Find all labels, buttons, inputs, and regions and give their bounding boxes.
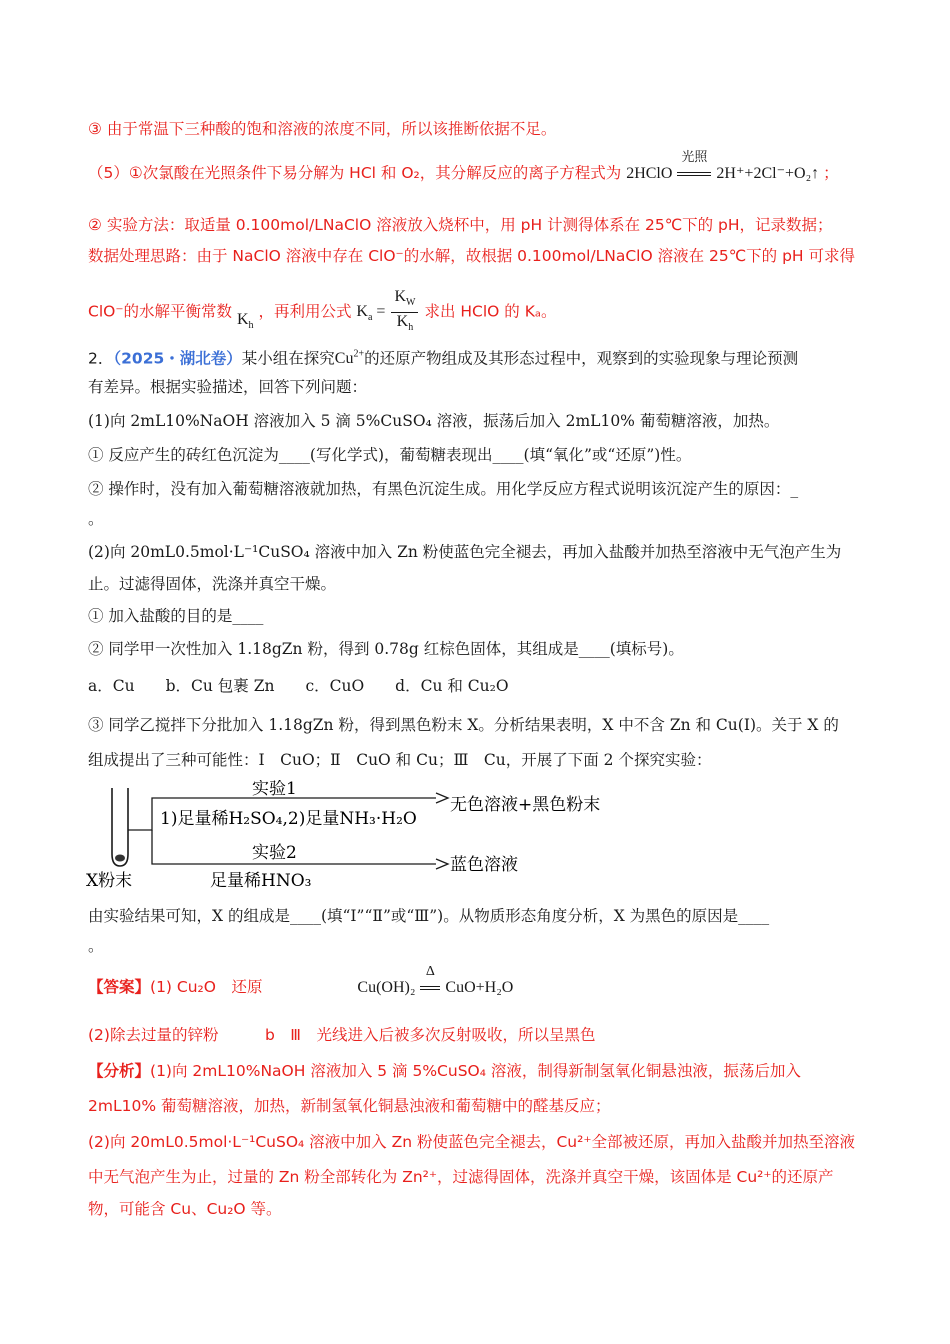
- ka-formula: $K_a$ = $\frac{K_W}{K_h}$: [356, 303, 424, 320]
- exp2-result: 蓝色溶液: [450, 855, 518, 875]
- arrow-1-icon: [436, 793, 448, 803]
- q2-part1: (1)向 2mL10%NaOH 溶液加入 5 滴 5%CuSO₄ 溶液，振荡后加入 2mL10% 葡萄糖溶液，加热。: [88, 412, 780, 430]
- q2-conclusion-end: 。: [88, 937, 104, 955]
- q2-part1-item2-end: 。: [88, 510, 104, 528]
- prev-line-5: [88, 288, 556, 345]
- exp1-reagent: 1)足量稀H₂SO₄,2)足量NH₃·H₂O: [160, 809, 417, 829]
- eq-condition: 光照: [681, 150, 708, 165]
- answer-label: 【答案】: [88, 978, 151, 996]
- prev-line-2-end: ；: [823, 164, 839, 182]
- prev-line-1: ③ 由于常温下三种酸的饱和溶液的浓度不同，所以该推断依据不足。: [88, 120, 557, 138]
- prev-line-5-mid: ，再利用公式: [258, 302, 352, 321]
- q2-part2-item3: ③ 同学乙搅拌下分批加入 1.18gZn 粉，得到黑色粉末 X。分析结果表明，X 中不含 Zn 和 Cu(Ⅰ)。关于 X 的: [88, 716, 839, 734]
- analysis-line-2: 2mL10% 葡萄糖溶液，加热，新制氢氧化铜悬浊液和葡萄糖中的醛基反应；: [88, 1097, 611, 1115]
- hclo-equation: [626, 150, 823, 182]
- q2-conclusion: 由实验结果可知，X 的组成是____(填“Ⅰ”“Ⅱ”或“Ⅲ”)。从物质形态角度分析，X 为黑色的原因是____: [88, 907, 770, 925]
- analysis-line-3: (2)向 20mL0.5mol·L⁻¹CuSO₄ 溶液中加入 Zn 粉使蓝色完全褪去，Cu²⁺全部被还原，再加入盐酸并加热至溶液: [88, 1133, 856, 1151]
- eq-right: 2H⁺+2Cl⁻+O₂↑: [716, 165, 820, 182]
- q2-part2-item3-cont: 组成提出了三种可能性：Ⅰ CuO；Ⅱ CuO 和 Cu；Ⅲ Cu，开展了下面 2 个探究实验：: [88, 751, 712, 769]
- experiment-diagram: [86, 780, 646, 900]
- q2-intro-1: 2．（2025・湖北卷）某小组在探究$Cu^{2+}$的还原产物组成及其形态过程中，观察到的实验现象与理论预测: [88, 349, 799, 368]
- powder-icon: [115, 855, 125, 862]
- prev-line-4: 数据处理思路：由于 NaClO 溶液中存在 ClO⁻的水解，故根据 0.100mol/LNaClO 溶液在 25℃下的 pH 可求得: [88, 247, 856, 265]
- exp1-result: 无色溶液+黑色粉末: [450, 795, 601, 815]
- eq-left: 2HClO: [626, 165, 673, 182]
- answer-1: (1) Cu₂O 还原: [150, 978, 263, 996]
- cuoh2-equation: Cu(OH)₂ Δ CuO+H₂O: [357, 979, 513, 996]
- prev-line-2-text: （5）①次氯酸在光照条件下易分解为 HCl 和 O₂，其分解反应的离子方程式为: [88, 164, 622, 182]
- question-number: 2．: [88, 349, 114, 368]
- exp1-title: 实验1: [252, 780, 297, 799]
- kh-symbol: $K_h$: [236, 311, 254, 332]
- analysis-line-5: 物，可能含 Cu、Cu₂O 等。: [88, 1200, 282, 1218]
- q2-part2-item2: ② 同学甲一次性加入 1.18gZn 粉，得到 0.78g 红棕色固体，其组成是____(填标号)。: [88, 640, 684, 658]
- prev-line-3: ② 实验方法：取适量 0.100mol/LNaClO 溶液放入烧杯中，用 pH 计测得体系在 25℃下的 pH，记录数据；: [88, 216, 833, 234]
- ka-fraction: $\frac{K_W}{K_h}$: [391, 288, 418, 337]
- exp2-reagent: 足量稀HNO₃: [210, 871, 312, 891]
- q2-part1-item2: ② 操作时，没有加入葡萄糖溶液就加热，有黑色沉淀生成。用化学反应方程式说明该沉淀产生的原因：_: [88, 480, 799, 498]
- test-tube-icon: [112, 788, 128, 866]
- q2-intro-2: 有差异。根据实验描述，回答下列问题：: [88, 378, 368, 396]
- analysis-line-1: 【分析】(1)向 2mL10%NaOH 溶液加入 5 滴 5%CuSO₄ 溶液，制得新制氢氧化铜悬浊液，振荡后加入: [88, 1062, 801, 1080]
- eq-arrow: [676, 150, 712, 185]
- analysis-line-4: 中无气泡产生为止，过量的 Zn 粉全部转化为 Zn²⁺，过滤得固体，洗涤并真空干燥，该固体是 Cu²⁺的还原产: [88, 1168, 834, 1186]
- question-source: （2025・湖北卷）: [113, 349, 242, 368]
- prev-line-2: [88, 150, 839, 185]
- prev-line-5-text: ClO⁻的水解平衡常数: [88, 302, 233, 321]
- prev-line-5-end: 求出 HClO 的 Kₐ。: [424, 302, 557, 321]
- answer-line-1: [88, 964, 514, 999]
- exp2-title: 实验2: [252, 843, 297, 863]
- arrow-2-icon: [436, 859, 448, 869]
- q2-part1-item1: ① 反应产生的砖红色沉淀为____(写化学式)，葡萄糖表现出____(填“氧化”或“还原”)性。: [88, 446, 692, 464]
- q2-options: a．Cu b．Cu 包裹 Zn c．CuO d．Cu 和 Cu₂O: [88, 677, 509, 695]
- sample-label: X粉末: [86, 871, 133, 891]
- q2-part2-item1: ① 加入盐酸的目的是____: [88, 607, 264, 625]
- analysis-label: 【分析】: [88, 1062, 151, 1080]
- answer-line-2: (2)除去过量的锌粉 b Ⅲ 光线进入后被多次反射吸收，所以呈黑色: [88, 1026, 596, 1044]
- heat-condition: Δ: [425, 964, 435, 979]
- q2-part2: (2)向 20mL0.5mol·L⁻¹CuSO₄ 溶液中加入 Zn 粉使蓝色完全褪去，再加入盐酸并加热至溶液中无气泡产生为: [88, 543, 842, 561]
- cu2-ion: $Cu^{2+}$: [334, 349, 365, 368]
- q2-part2-cont: 止。过滤得固体，洗涤并真空干燥。: [88, 575, 337, 593]
